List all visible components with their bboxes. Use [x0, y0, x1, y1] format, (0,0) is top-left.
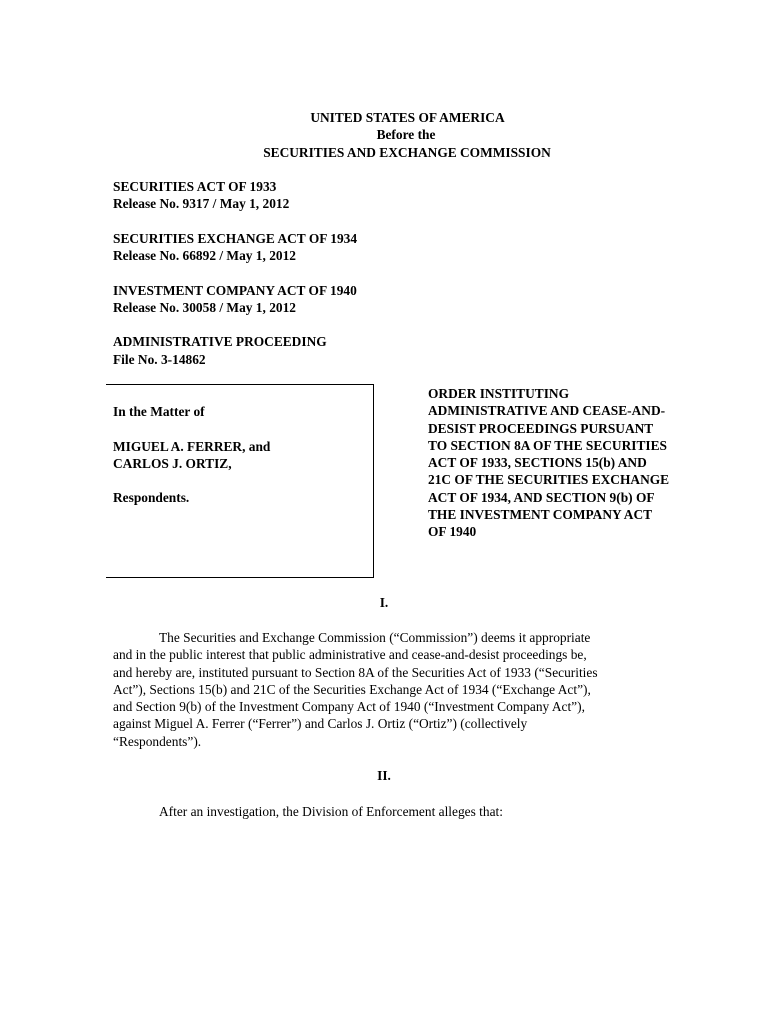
spacer: [113, 472, 270, 489]
spacer: [113, 420, 270, 437]
paragraph-line: The Securities and Exchange Commission (“Commission”) deems it appropriate: [159, 630, 591, 645]
paragraph-line: against Miguel A. Ferrer (“Ferrer”) and Carlos J. Ortiz (“Ortiz”) (collectively: [113, 716, 528, 732]
header-country: UNITED STATES OF AMERICA: [310, 110, 505, 125]
order-title-line: OF 1940: [428, 524, 477, 540]
paragraph-line: and in the public interest that public administrative and cease-and-desist proceedings be,: [113, 647, 587, 663]
act-name: ADMINISTRATIVE PROCEEDING: [113, 334, 327, 350]
act-release: Release No. 9317 / May 1, 2012: [113, 196, 290, 212]
act-release: File No. 3-14862: [113, 351, 206, 367]
paragraph-line: After an investigation, the Division of Enforcement alleges that:: [159, 804, 503, 819]
order-title-line: THE INVESTMENT COMPANY ACT: [428, 507, 653, 523]
act-name: INVESTMENT COMPANY ACT OF 1940: [113, 282, 357, 298]
paragraph-line: “Respondents”).: [113, 733, 202, 749]
order-title: [428, 385, 708, 541]
respondents-label: Respondents.: [113, 490, 190, 506]
act-block: [113, 178, 357, 213]
caption-matter: [113, 403, 270, 507]
paragraph-line: Act”), Sections 15(b) and 21C of the Securities Exchange Act of 1934 (“Exchange Act”),: [113, 681, 591, 697]
document-header: [0, 109, 768, 161]
section-ii-paragraph: [113, 803, 653, 820]
order-title-line: TO SECTION 8A OF THE SECURITIES: [428, 437, 668, 453]
order-title-line: ADMINISTRATIVE AND CEASE-AND-: [428, 403, 666, 419]
act-release: Release No. 66892 / May 1, 2012: [113, 248, 296, 264]
order-title-line: DESIST PROCEEDINGS PURSUANT: [428, 420, 654, 436]
paragraph-line: and hereby are, instituted pursuant to Section 8A of the Securities Act of 1933 (“Securities: [113, 664, 598, 680]
respondent-name: MIGUEL A. FERRER, and: [113, 438, 271, 454]
order-title-line: ACT OF 1934, AND SECTION 9(b) OF: [428, 489, 655, 505]
act-block: [113, 230, 357, 265]
paragraph-line: and Section 9(b) of the Investment Company Act of 1940 (“Investment Company Act”),: [113, 699, 585, 715]
order-title-line: ACT OF 1933, SECTIONS 15(b) AND: [428, 455, 647, 471]
act-block: [113, 333, 357, 368]
order-title-line: 21C OF THE SECURITIES EXCHANGE: [428, 472, 670, 488]
act-block: [113, 282, 357, 317]
header-before: Before the: [376, 127, 436, 143]
section-heading-ii: II.: [377, 768, 391, 783]
caption-top-rule: [106, 384, 373, 385]
header-commission: SECURITIES AND EXCHANGE COMMISSION: [263, 144, 551, 160]
section-i-paragraph: [113, 629, 653, 750]
in-the-matter-label: In the Matter of: [113, 404, 205, 419]
acts-list: [113, 178, 357, 385]
act-name: SECURITIES ACT OF 1933: [113, 179, 277, 194]
section-heading-i: I.: [379, 595, 389, 610]
order-title-line: ORDER INSTITUTING: [428, 386, 570, 401]
act-release: Release No. 30058 / May 1, 2012: [113, 299, 296, 315]
act-name: SECURITIES EXCHANGE ACT OF 1934: [113, 230, 358, 246]
respondent-name: CARLOS J. ORTIZ,: [113, 455, 232, 471]
